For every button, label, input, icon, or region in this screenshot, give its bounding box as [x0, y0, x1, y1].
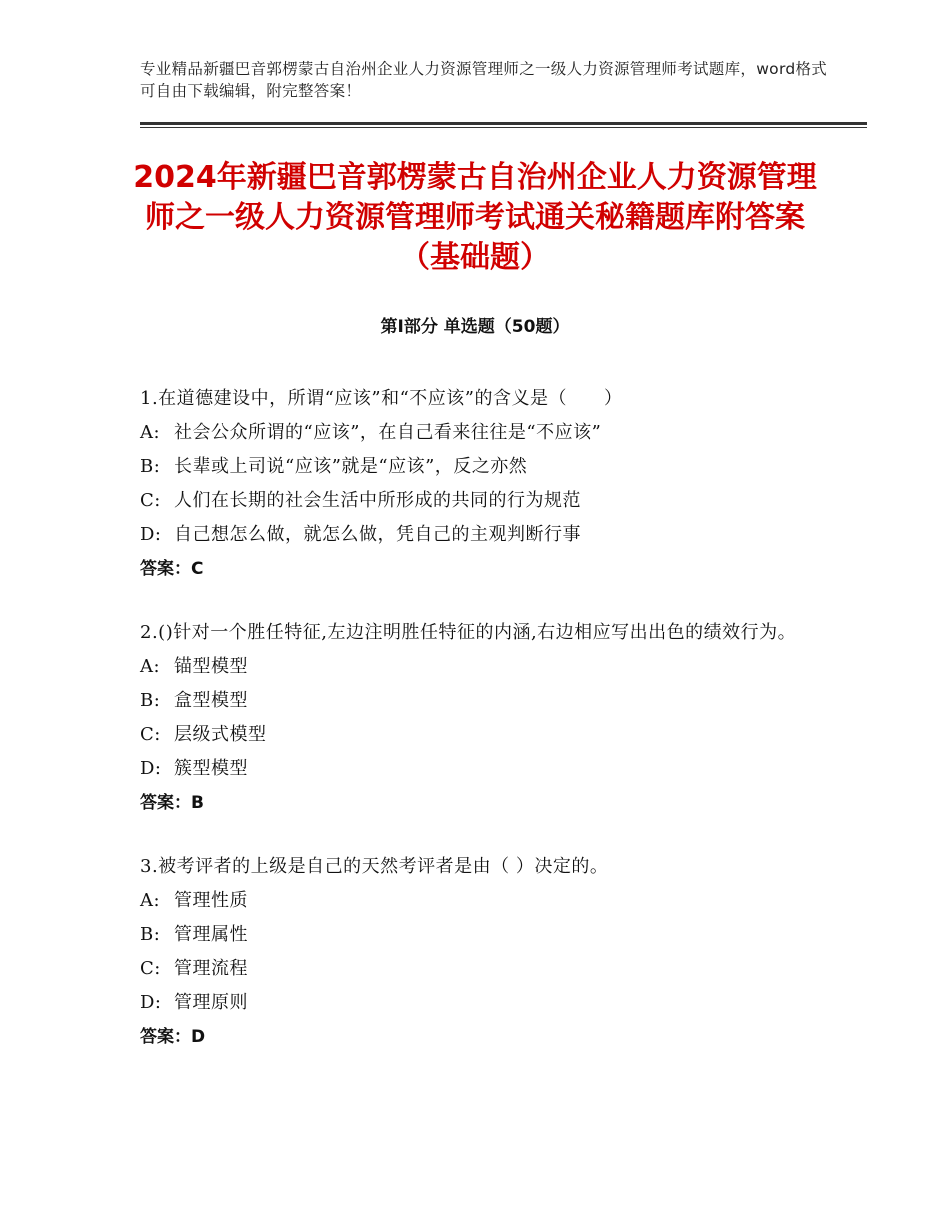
question-stem: 3.被考评者的上级是自己的天然考评者是由（ ）决定的。 [140, 856, 609, 877]
option-key: D: [140, 758, 162, 779]
question-option-b [140, 918, 840, 952]
question-option-d [140, 518, 840, 552]
question-option-d [140, 986, 840, 1020]
question-stem: 1.在道德建设中，所谓“应该”和“不应该”的含义是（ ） [140, 388, 623, 409]
option-text: 自己想怎么做，就怎么做，凭自己的主观判断行事 [174, 524, 581, 545]
option-text: 社会公众所谓的“应该”，在自己看来往往是“不应该” [174, 422, 602, 443]
option-key: B: [140, 690, 161, 711]
option-text: 管理原则 [174, 992, 248, 1013]
question-option-c [140, 484, 840, 518]
question-answer: 答案：C [140, 559, 204, 579]
option-key: A: [140, 422, 161, 443]
option-text: 簇型模型 [174, 758, 248, 779]
option-key: D: [140, 992, 162, 1013]
question-stem: 2.()针对一个胜任特征,左边注明胜任特征的内涵,右边相应写出出色的绩效行为。 [140, 622, 797, 643]
option-key: D: [140, 524, 162, 545]
header-rule-thin [140, 127, 867, 128]
option-text: 层级式模型 [174, 724, 267, 745]
header-note: 专业精品新疆巴音郭楞蒙古自治州企业人力资源管理师之一级人力资源管理师考试题库，word格式可自由下载编辑，附完整答案！ [140, 60, 828, 100]
option-text: 长辈或上司说“应该”就是“应该”，反之亦然 [174, 456, 528, 477]
question-answer: 答案：D [140, 1027, 206, 1047]
question-3 [140, 850, 840, 1054]
option-text: 管理流程 [174, 958, 248, 979]
option-key: C: [140, 724, 161, 745]
option-key: B: [140, 456, 161, 477]
option-key: C: [140, 490, 161, 511]
option-text: 人们在长期的社会生活中所形成的共同的行为规范 [174, 490, 581, 511]
question-1 [140, 382, 840, 586]
question-option-a [140, 416, 840, 450]
header-rule-thick [140, 122, 867, 125]
question-option-c [140, 952, 840, 986]
option-text: 锚型模型 [174, 656, 248, 677]
question-answer: 答案：B [140, 793, 204, 813]
question-list [140, 382, 840, 1084]
option-text: 管理属性 [174, 924, 248, 945]
option-key: B: [140, 924, 161, 945]
question-option-b [140, 684, 840, 718]
question-option-a [140, 884, 840, 918]
option-key: A: [140, 656, 161, 677]
question-option-a [140, 650, 840, 684]
question-option-b [140, 450, 840, 484]
question-2 [140, 616, 840, 820]
question-option-d [140, 752, 840, 786]
option-text: 管理性质 [174, 890, 248, 911]
section-heading: 第Ⅰ部分 单选题（50题） [380, 317, 570, 337]
option-text: 盒型模型 [174, 690, 248, 711]
question-option-c [140, 718, 840, 752]
document-title: 2024年新疆巴音郭楞蒙古自治州企业人力资源管理师之一级人力资源管理师考试通关秘籍题库附答案（基础题） [133, 160, 817, 275]
option-key: A: [140, 890, 161, 911]
option-key: C: [140, 958, 161, 979]
